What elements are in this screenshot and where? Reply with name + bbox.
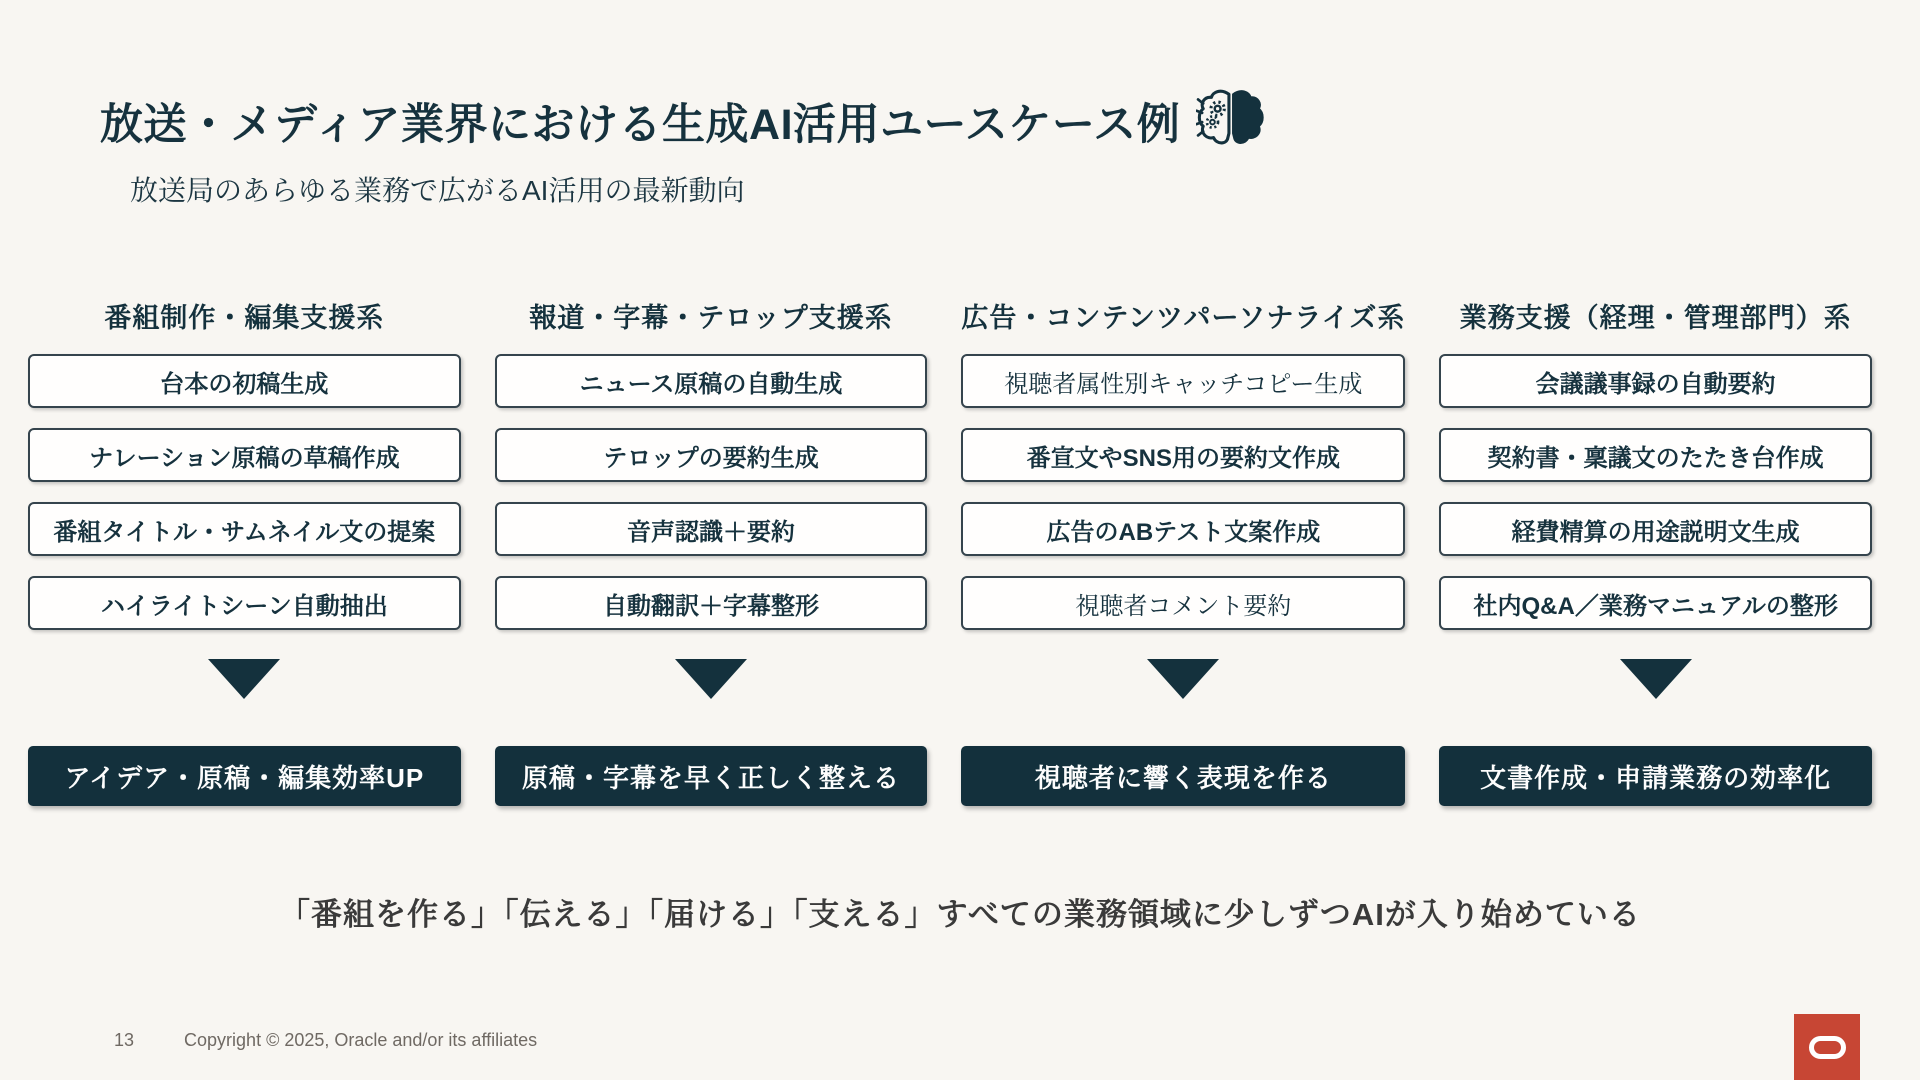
use-case-item: 自動翻訳＋字幕整形 [495,576,928,630]
use-case-item: 社内Q&A／業務マニュアルの整形 [1439,576,1872,630]
use-case-item: ニュース原稿の自動生成 [495,354,928,408]
oracle-logo [1794,1014,1860,1080]
column-header: 業務支援（経理・管理部門）系 [1459,303,1852,333]
use-case-item: 視聴者属性別キャッチコピー生成 [961,354,1405,408]
use-case-item: ナレーション原稿の草稿作成 [28,428,461,482]
use-case-item: 音声認識＋要約 [495,502,928,556]
down-arrow-icon [208,659,280,699]
column-header: 報道・字幕・テロップ支援系 [529,303,893,333]
outcome-banner: 文書作成・申請業務の効率化 [1439,746,1872,806]
use-case-item: 広告のABテスト文案作成 [961,502,1405,556]
column-header: 番組制作・編集支援系 [104,303,385,333]
use-case-item: テロップの要約生成 [495,428,928,482]
use-case-column-production [28,296,461,806]
use-case-item: 番宣文やSNS用の要約文作成 [961,428,1405,482]
title-block [100,88,1266,209]
page-title: 放送・メディア業界における生成AI活用ユースケース例 [100,101,1181,149]
column-header: 広告・コンテンツパーソナライズ系 [961,303,1406,333]
use-case-column-backoffice [1439,296,1872,806]
page-subtitle: 放送局のあらゆる業務で広がるAI活用の最新動向 [130,175,745,206]
down-arrow-icon [1147,659,1219,699]
use-case-columns [28,296,1872,806]
use-case-item: 会議議事録の自動要約 [1439,354,1872,408]
use-case-item: 台本の初稿生成 [28,354,461,408]
use-case-item: 契約書・稟議文のたたき台作成 [1439,428,1872,482]
outcome-banner: 視聴者に響く表現を作る [961,746,1405,806]
use-case-item: 視聴者コメント要約 [961,576,1405,630]
oracle-o-icon [1809,1036,1846,1059]
brain-gears-icon [1196,88,1266,155]
footer [114,1030,537,1051]
use-case-column-news [495,296,928,806]
use-case-item: 番組タイトル・サムネイル文の提案 [28,502,461,556]
use-case-column-advertising [961,296,1405,806]
use-case-item: 経費精算の用途説明文生成 [1439,502,1872,556]
down-arrow-icon [1620,659,1692,699]
outcome-banner: アイデア・原稿・編集効率UP [28,746,461,806]
page-number: 13 [114,1030,135,1050]
summary-statement: 「番組を作る」「伝える」「届ける」「支える」すべての業務領域に少しずつAIが入り始めている [279,897,1641,932]
down-arrow-icon [675,659,747,699]
use-case-item: ハイライトシーン自動抽出 [28,576,461,630]
outcome-banner: 原稿・字幕を早く正しく整える [495,746,928,806]
copyright-text: Copyright © 2025, Oracle and/or its affiliates [184,1030,538,1050]
